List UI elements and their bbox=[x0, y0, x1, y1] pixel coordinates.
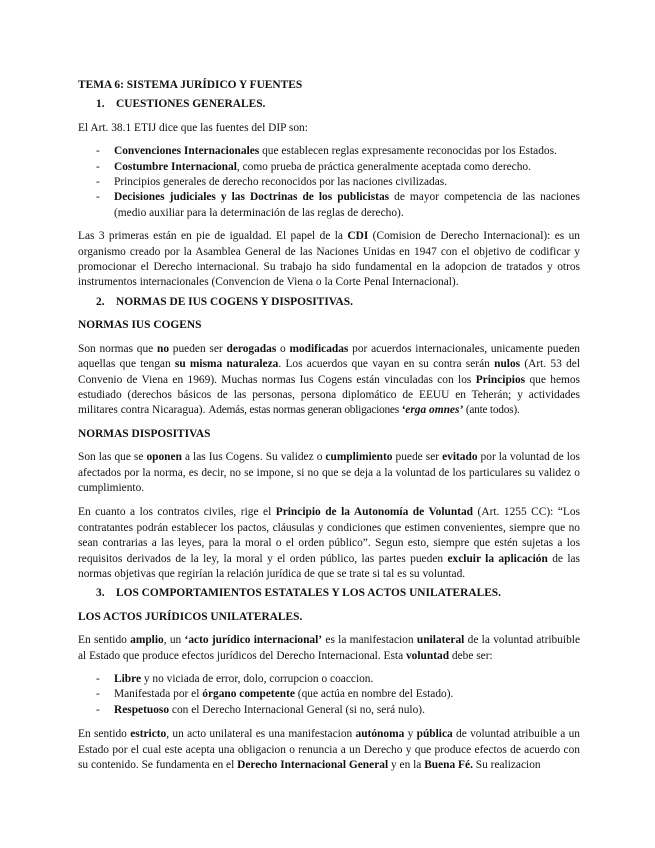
subheading-dispositivas: NORMAS DISPOSITIVAS bbox=[78, 427, 211, 440]
cdi-paragraph: Las 3 primeras están en pie de igualdad. El papel de la CDI (Comision de Derecho Internacional): es un organismo creado por la Asamblea General de las Naciones Unidas en 1947 con el objetivo de codificar y promocionar el Derecho internacional. Su trabajo ha sido fundamental en la adopcion de tratados y otros instrumentos internacionales (Convencion de Viena o la Corte Penal Internacional). bbox=[78, 230, 580, 289]
page-title: TEMA 6: SISTEMA JURÍDICO Y FUENTES bbox=[78, 79, 303, 91]
subheading-actos-unilaterales: LOS ACTOS JURÍDICOS UNILATERALES. bbox=[78, 610, 303, 623]
civil-contracts-paragraph: En cuanto a los contratos civiles, rige el Principio de la Autonomía de Voluntad (Art. 1255 CC): “Los contratantes podrán establecer los pactos, cláusulas y condiciones que estimen convenientes, siempre que no sean contrarias a las leyes, para la moral o el orden público”. Segun esto, siempre que estén sujetas a los requisitos derivados de la ley, la moral y el orden público, las partes pueden excluir la aplicación de las normas objetivas que regirían la relación jurídica de que se trate si tal es su voluntad. bbox=[78, 506, 580, 580]
requisitos-list bbox=[78, 672, 580, 718]
list-item: - Decisiones judiciales y las Doctrinas de los publicistas de mayor competencia de las naciones (medio auxiliar para la determinación de las reglas de derecho). bbox=[96, 191, 580, 219]
estricto-paragraph: En sentido estricto, un acto unilateral es una manifestacion autónoma y pública de voluntad atribuible a un Estado por el cual este acepta una obligacion o renuncia a un Derecho y que produce efectos de acuerdo con su contenido. Se fundamenta en el Derecho Internacional General y en la Buena Fé. Su realizacion bbox=[78, 728, 581, 772]
subheading-ius-cogens: NORMAS IUS COGENS bbox=[78, 319, 202, 332]
list-item: - Respetuoso con el Derecho Internacional General (si no, será nulo). bbox=[96, 703, 425, 716]
list-item: - Principios generales de derecho reconocidos por las naciones civilizadas. bbox=[96, 176, 448, 189]
dispositivas-paragraph: Son las que se oponen a las Ius Cogens. Su validez o cumplimiento puede ser evitado por la voluntad de los afectados por la norma, es decir, no se impone, si no que se deja a la voluntad de los particulares su validez o cumplimiento. bbox=[78, 451, 580, 494]
section-heading-3: 3. LOS COMPORTAMIENTOS ESTATALES Y LOS ACTOS UNILATERALES. bbox=[96, 587, 501, 600]
ius-cogens-paragraph: Son normas que no pueden ser derogadas o modificadas por acuerdos internacionales, unicamente pueden aquellas que tengan su misma naturaleza. Los acuerdos que vayan en su contra serán nulos (Art. 53 del Convenio de Viena en 1969). Muchas normas Ius Cogens están vinculadas con los Principios que hemos estudiado (derechos básicos de las personas, persona diplomático de EEUU en Teherán; y actividades militares contra Nicaragua). Además, estas normas generan obligaciones ‘erga omnes’ (ante todos). bbox=[78, 342, 581, 417]
amplio-paragraph: En sentido amplio, un ‘acto jurídico internacional’ es la manifestacion unilateral de la voluntad atribuible al Estado que produce efectos jurídicos del Derecho Internacional. Esta voluntad debe ser: bbox=[78, 634, 580, 662]
sources-list bbox=[78, 144, 580, 221]
section-heading-2: 2. NORMAS DE IUS COGENS Y DISPOSITIVAS. bbox=[96, 295, 353, 308]
list-item: - Costumbre Internacional, como prueba de práctica generalmente aceptada como derecho. bbox=[96, 160, 531, 173]
list-item: - Convenciones Internacionales que establecen reglas expresamente reconocidas por los Estados. bbox=[96, 145, 557, 158]
list-item: - Manifestada por el órgano competente (que actúa en nombre del Estado). bbox=[96, 688, 454, 701]
document-page bbox=[78, 78, 580, 773]
section-heading-1: 1. CUESTIONES GENERALES. bbox=[96, 98, 266, 111]
intro-paragraph: El Art. 38.1 ETIJ dice que las fuentes del DIP son: bbox=[78, 121, 308, 134]
list-item: - Libre y no viciada de error, dolo, corrupcion o coaccion. bbox=[96, 673, 374, 685]
